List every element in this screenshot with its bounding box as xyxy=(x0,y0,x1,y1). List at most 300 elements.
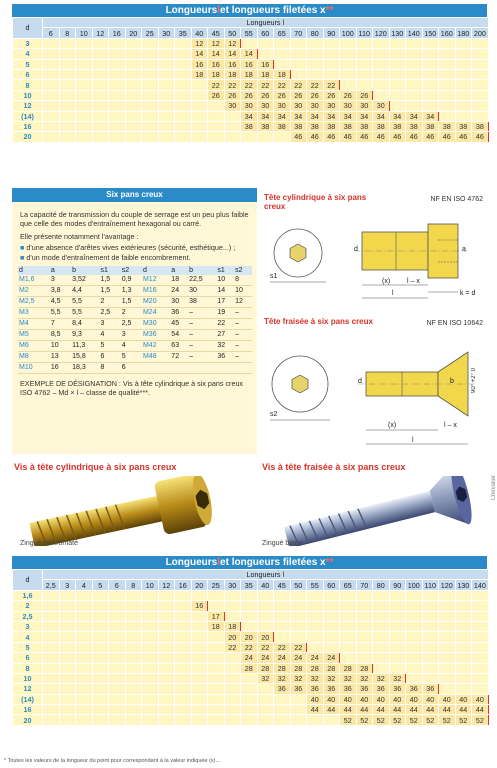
empty-cell xyxy=(472,663,489,673)
top-title-text-b: et longueurs filetées x xyxy=(220,5,326,16)
length-column-header: 70 xyxy=(356,580,373,590)
value-cell: 18 xyxy=(224,69,241,79)
empty-cell xyxy=(274,132,291,142)
dimension-cell: 7 xyxy=(50,319,71,330)
empty-cell xyxy=(274,611,291,621)
length-column-header: 50 xyxy=(224,28,241,38)
empty-cell xyxy=(92,101,109,111)
empty-cell xyxy=(92,632,109,642)
length-column-header: 20 xyxy=(125,28,142,38)
top-table-title xyxy=(12,4,487,17)
value-cell: 20 xyxy=(224,632,241,642)
empty-cell xyxy=(439,90,456,100)
empty-cell xyxy=(92,663,109,673)
empty-cell xyxy=(257,705,274,715)
dimension-cell: 1,5 xyxy=(121,297,142,308)
empty-cell xyxy=(241,611,258,621)
value-cell: 34 xyxy=(323,111,340,121)
empty-cell xyxy=(125,611,142,621)
empty-cell xyxy=(76,132,93,142)
empty-cell xyxy=(389,80,406,90)
value-cell: 36 xyxy=(373,684,390,694)
empty-cell xyxy=(290,601,307,611)
empty-cell xyxy=(158,611,175,621)
value-cell: 38 xyxy=(373,121,390,131)
empty-cell xyxy=(373,49,390,59)
empty-cell xyxy=(43,715,60,725)
empty-cell xyxy=(158,715,175,725)
dimension-cell xyxy=(216,363,234,374)
dimension-column-header: d xyxy=(142,266,170,275)
dimension-cell: 36 xyxy=(170,308,188,319)
empty-cell xyxy=(455,80,472,90)
length-column-header: 100 xyxy=(406,580,423,590)
dimension-row xyxy=(18,363,252,374)
empty-cell xyxy=(208,111,225,121)
empty-cell xyxy=(472,673,489,683)
empty-cell xyxy=(224,611,241,621)
value-cell: 22 xyxy=(307,80,324,90)
length-column-header: 55 xyxy=(307,580,324,590)
empty-cell xyxy=(142,590,159,600)
value-cell: 26 xyxy=(257,90,274,100)
empty-cell xyxy=(274,59,291,69)
empty-cell xyxy=(257,132,274,142)
empty-cell xyxy=(290,49,307,59)
designation-example: EXEMPLE DE DÉSIGNATION : Vis à tête cylindrique à six pans creux ISO 4762 – Md × l – classe de qualité***. xyxy=(20,379,244,398)
d-row-label: 2 xyxy=(13,601,43,611)
dimension-cell: – xyxy=(188,319,216,330)
value-cell: 38 xyxy=(455,121,472,131)
empty-cell xyxy=(208,673,225,683)
empty-cell xyxy=(406,621,423,631)
empty-cell xyxy=(59,132,76,142)
empty-cell xyxy=(257,49,274,59)
value-cell: 20 xyxy=(257,632,274,642)
empty-cell xyxy=(142,59,159,69)
empty-cell xyxy=(125,49,142,59)
empty-cell xyxy=(191,653,208,663)
empty-cell xyxy=(406,38,423,48)
empty-cell xyxy=(191,132,208,142)
value-cell: 46 xyxy=(455,132,472,142)
value-cell: 30 xyxy=(290,101,307,111)
empty-cell xyxy=(175,69,192,79)
table-row xyxy=(13,590,489,600)
empty-cell xyxy=(142,705,159,715)
value-cell: 46 xyxy=(373,132,390,142)
value-cell: 34 xyxy=(356,111,373,121)
value-cell: 30 xyxy=(356,101,373,111)
empty-cell xyxy=(92,611,109,621)
empty-cell xyxy=(422,59,439,69)
empty-cell xyxy=(191,705,208,715)
table-row xyxy=(13,111,489,121)
empty-cell xyxy=(109,705,126,715)
empty-cell xyxy=(472,632,489,642)
empty-cell xyxy=(43,673,60,683)
empty-cell xyxy=(92,642,109,652)
empty-cell xyxy=(175,111,192,121)
empty-cell xyxy=(191,684,208,694)
empty-cell xyxy=(158,705,175,715)
d-row-label: 6 xyxy=(13,653,43,663)
empty-cell xyxy=(142,101,159,111)
drawing2-label-x: (x) xyxy=(388,422,397,429)
dimension-cell: – xyxy=(234,330,252,341)
empty-cell xyxy=(109,601,126,611)
empty-cell xyxy=(43,49,60,59)
empty-cell xyxy=(43,621,60,631)
dimension-cell: – xyxy=(188,308,216,319)
dimension-cell: 3,8 xyxy=(50,286,71,297)
empty-cell xyxy=(241,694,258,704)
empty-cell xyxy=(307,611,324,621)
empty-cell xyxy=(142,69,159,79)
empty-cell xyxy=(43,705,60,715)
empty-cell xyxy=(109,80,126,90)
length-column-header: 120 xyxy=(439,580,456,590)
empty-cell xyxy=(406,101,423,111)
empty-cell xyxy=(472,111,489,121)
empty-cell xyxy=(208,121,225,131)
length-column-header: 6 xyxy=(43,28,60,38)
length-column-header: 200 xyxy=(472,28,489,38)
empty-cell xyxy=(76,121,93,131)
value-cell: 38 xyxy=(439,121,456,131)
empty-cell xyxy=(59,121,76,131)
empty-cell xyxy=(208,132,225,142)
value-cell: 26 xyxy=(323,90,340,100)
empty-cell xyxy=(43,684,60,694)
value-cell: 36 xyxy=(274,684,291,694)
empty-cell xyxy=(175,611,192,621)
empty-cell xyxy=(109,121,126,131)
bottom-title-text-a: Longueurs xyxy=(165,557,218,568)
value-cell: 24 xyxy=(290,653,307,663)
value-cell: 32 xyxy=(356,673,373,683)
empty-cell xyxy=(76,632,93,642)
value-cell: 36 xyxy=(340,684,357,694)
empty-cell xyxy=(175,663,192,673)
value-cell: 24 xyxy=(274,653,291,663)
dimension-cell: 8,5 xyxy=(50,330,71,341)
empty-cell xyxy=(92,59,109,69)
dimension-column-header: s1 xyxy=(99,266,120,275)
value-cell: 40 xyxy=(356,694,373,704)
empty-cell xyxy=(224,111,241,121)
empty-cell xyxy=(109,90,126,100)
empty-cell xyxy=(472,611,489,621)
value-cell: 30 xyxy=(241,101,258,111)
empty-cell xyxy=(142,90,159,100)
empty-cell xyxy=(356,38,373,48)
empty-cell xyxy=(125,101,142,111)
value-cell: 38 xyxy=(307,121,324,131)
value-cell: 28 xyxy=(323,663,340,673)
empty-cell xyxy=(43,59,60,69)
length-column-header: 8 xyxy=(59,28,76,38)
value-cell: 40 xyxy=(373,694,390,704)
dimension-cell: M10 xyxy=(18,363,50,374)
length-column-header: 20 xyxy=(191,580,208,590)
value-cell: 34 xyxy=(389,111,406,121)
empty-cell xyxy=(274,38,291,48)
value-cell: 26 xyxy=(274,90,291,100)
value-cell: 16 xyxy=(224,59,241,69)
value-cell: 38 xyxy=(340,121,357,131)
empty-cell xyxy=(208,632,225,642)
empty-cell xyxy=(356,59,373,69)
empty-cell xyxy=(406,69,423,79)
value-cell: 26 xyxy=(290,90,307,100)
value-cell: 22 xyxy=(241,80,258,90)
empty-cell xyxy=(92,590,109,600)
empty-cell xyxy=(422,80,439,90)
empty-cell xyxy=(406,642,423,652)
empty-cell xyxy=(323,38,340,48)
d-row-label: 5 xyxy=(13,59,43,69)
dimension-cell: 30 xyxy=(170,297,188,308)
value-cell: 46 xyxy=(389,132,406,142)
dimension-cell: 4 xyxy=(99,330,120,341)
empty-cell xyxy=(472,59,489,69)
empty-cell xyxy=(76,90,93,100)
empty-cell xyxy=(356,632,373,642)
empty-cell xyxy=(59,632,76,642)
empty-cell xyxy=(439,49,456,59)
empty-cell xyxy=(224,715,241,725)
dimension-cell: – xyxy=(188,341,216,352)
six-pans-panel xyxy=(12,188,257,454)
empty-cell xyxy=(76,49,93,59)
empty-cell xyxy=(43,590,60,600)
empty-cell xyxy=(59,705,76,715)
length-column-header: 45 xyxy=(208,28,225,38)
empty-cell xyxy=(422,673,439,683)
length-column-header: 40 xyxy=(257,580,274,590)
dimension-cell: 4,5 xyxy=(50,297,71,308)
empty-cell xyxy=(406,611,423,621)
empty-cell xyxy=(439,590,456,600)
drawing2-label-angle: 90° +2° 0 xyxy=(471,368,477,393)
lengths-subheader: Longueurs l xyxy=(43,18,489,28)
length-column-header: 60 xyxy=(257,28,274,38)
length-column-header: 120 xyxy=(373,28,390,38)
photo-credit: Chevalier xyxy=(491,475,497,501)
empty-cell xyxy=(439,663,456,673)
empty-cell xyxy=(175,684,192,694)
value-cell: 22 xyxy=(290,642,307,652)
length-column-header: 30 xyxy=(158,28,175,38)
dimension-cell: 1,3 xyxy=(121,286,142,297)
empty-cell xyxy=(76,673,93,683)
empty-cell xyxy=(356,621,373,631)
empty-cell xyxy=(59,590,76,600)
drawing2-label-l: l xyxy=(412,437,414,444)
empty-cell xyxy=(340,69,357,79)
empty-cell xyxy=(59,38,76,48)
length-column-header: 180 xyxy=(455,28,472,38)
empty-cell xyxy=(142,38,159,48)
value-cell: 40 xyxy=(307,694,324,704)
empty-cell xyxy=(76,663,93,673)
empty-cell xyxy=(142,642,159,652)
empty-cell xyxy=(109,642,126,652)
dimension-cell: – xyxy=(234,352,252,363)
dimension-cell: 13 xyxy=(50,352,71,363)
length-column-header: 100 xyxy=(340,28,357,38)
value-cell: 38 xyxy=(389,121,406,131)
value-cell: 46 xyxy=(323,132,340,142)
dimension-cell: 63 xyxy=(170,341,188,352)
empty-cell xyxy=(389,663,406,673)
empty-cell xyxy=(241,132,258,142)
empty-cell xyxy=(125,111,142,121)
value-cell: 46 xyxy=(356,132,373,142)
value-cell: 28 xyxy=(307,663,324,673)
empty-cell xyxy=(191,90,208,100)
empty-cell xyxy=(142,653,159,663)
empty-cell xyxy=(356,49,373,59)
empty-cell xyxy=(109,611,126,621)
bullet-1-text: d'une absence d'arêtes vives extérieures (sécurité, esthétique...) ; xyxy=(26,242,236,252)
empty-cell xyxy=(59,663,76,673)
empty-cell xyxy=(175,653,192,663)
table-row xyxy=(13,90,489,100)
empty-cell xyxy=(472,90,489,100)
value-cell: 52 xyxy=(439,715,456,725)
dimension-cell: 1,5 xyxy=(99,286,120,297)
empty-cell xyxy=(439,632,456,642)
dimension-row xyxy=(18,275,252,286)
empty-cell xyxy=(125,642,142,652)
bottom-length-table xyxy=(12,569,489,726)
empty-cell xyxy=(142,80,159,90)
empty-cell xyxy=(43,38,60,48)
empty-cell xyxy=(92,653,109,663)
empty-cell xyxy=(191,632,208,642)
empty-cell xyxy=(274,632,291,642)
empty-cell xyxy=(373,663,390,673)
empty-cell xyxy=(142,611,159,621)
dimension-cell: M30 xyxy=(142,319,170,330)
empty-cell xyxy=(340,601,357,611)
empty-cell xyxy=(92,90,109,100)
empty-cell xyxy=(125,673,142,683)
countersunk-screw-photo xyxy=(270,476,480,546)
empty-cell xyxy=(76,642,93,652)
empty-cell xyxy=(307,59,324,69)
dimension-cell: 18,3 xyxy=(71,363,99,374)
empty-cell xyxy=(191,101,208,111)
value-cell: 22 xyxy=(274,80,291,90)
empty-cell xyxy=(439,611,456,621)
empty-cell xyxy=(158,694,175,704)
empty-cell xyxy=(389,590,406,600)
empty-cell xyxy=(455,663,472,673)
empty-cell xyxy=(175,715,192,725)
empty-cell xyxy=(307,590,324,600)
drawing1-norm: NF EN ISO 4762 xyxy=(430,196,483,203)
empty-cell xyxy=(455,621,472,631)
empty-cell xyxy=(373,69,390,79)
value-cell: 18 xyxy=(208,69,225,79)
empty-cell xyxy=(175,601,192,611)
empty-cell xyxy=(142,663,159,673)
empty-cell xyxy=(455,673,472,683)
empty-cell xyxy=(175,694,192,704)
empty-cell xyxy=(389,601,406,611)
empty-cell xyxy=(224,590,241,600)
empty-cell xyxy=(158,69,175,79)
value-cell: 32 xyxy=(389,673,406,683)
empty-cell xyxy=(241,684,258,694)
empty-cell xyxy=(125,621,142,631)
empty-cell xyxy=(274,705,291,715)
value-cell: 30 xyxy=(323,101,340,111)
empty-cell xyxy=(92,694,109,704)
empty-cell xyxy=(455,101,472,111)
dimension-cell: 6 xyxy=(121,363,142,374)
d-column-header: d xyxy=(13,570,43,591)
value-cell: 36 xyxy=(389,684,406,694)
value-cell: 26 xyxy=(241,90,258,100)
empty-cell xyxy=(274,621,291,631)
empty-cell xyxy=(307,642,324,652)
empty-cell xyxy=(439,601,456,611)
empty-cell xyxy=(323,601,340,611)
empty-cell xyxy=(307,632,324,642)
drawing1-label-k: k = d xyxy=(460,290,476,297)
empty-cell xyxy=(389,642,406,652)
empty-cell xyxy=(43,663,60,673)
value-cell: 38 xyxy=(422,121,439,131)
empty-cell xyxy=(406,632,423,642)
d-row-label: 3 xyxy=(13,38,43,48)
lengths-subheader: Longueurs l xyxy=(43,570,489,580)
empty-cell xyxy=(142,601,159,611)
dimension-cell: M2 xyxy=(18,286,50,297)
d-row-label: 16 xyxy=(13,121,43,131)
value-cell: 22 xyxy=(290,80,307,90)
empty-cell xyxy=(472,101,489,111)
dimension-cell: – xyxy=(234,308,252,319)
length-column-header: 10 xyxy=(142,580,159,590)
value-cell: 36 xyxy=(323,684,340,694)
empty-cell xyxy=(340,611,357,621)
empty-cell xyxy=(422,69,439,79)
dimension-cell: 10 xyxy=(216,275,234,286)
bottom-title-l: l xyxy=(217,557,221,568)
length-column-header: 160 xyxy=(439,28,456,38)
dimension-cell: 6 xyxy=(99,352,120,363)
empty-cell xyxy=(76,38,93,48)
empty-cell xyxy=(422,101,439,111)
value-cell: 16 xyxy=(208,59,225,69)
drawing1-title: Tête cylindrique à six pans creux xyxy=(264,193,367,211)
value-cell: 34 xyxy=(274,111,291,121)
dimension-row xyxy=(18,330,252,341)
empty-cell xyxy=(422,38,439,48)
dimension-column-header: s2 xyxy=(234,266,252,275)
empty-cell xyxy=(241,705,258,715)
empty-cell xyxy=(455,90,472,100)
empty-cell xyxy=(92,69,109,79)
table-row xyxy=(13,684,489,694)
empty-cell xyxy=(43,132,60,142)
d-row-label: 12 xyxy=(13,684,43,694)
